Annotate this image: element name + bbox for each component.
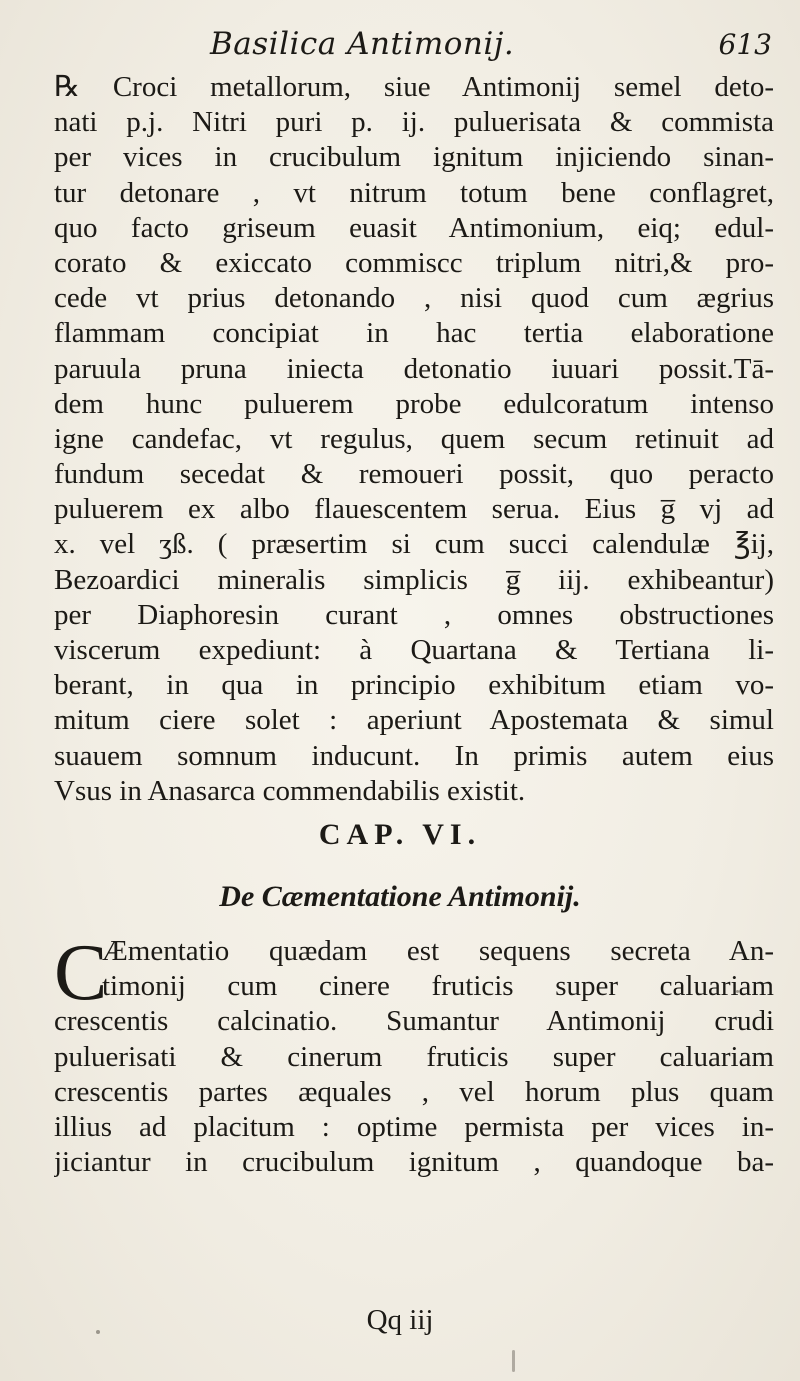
ink-speck [96, 1330, 100, 1334]
text-line: puluerem ex albo flauescentem serua. Eius g̅ vj ad [54, 493, 774, 526]
running-title: Basilica Antimonij. [210, 26, 515, 62]
running-head [0, 14, 800, 62]
text-line: crescentis partes æquales , vel horum plus quam [54, 1075, 774, 1108]
drop-cap: C [54, 929, 108, 1017]
text-line: timonij cum cinere fruticis super caluariam [102, 970, 774, 1003]
text-line: viscerum expediunt: à Quartana & Tertiana li- [54, 634, 774, 666]
chapter-heading: CAP. VI. [318, 818, 482, 851]
text-line: illius ad placitum : optime permista per vices in- [54, 1110, 774, 1143]
signature-mark: Qq iij [366, 1304, 434, 1336]
text-line: corato & exiccato commiscc triplum nitri,& pro- [54, 246, 774, 279]
text-line: flammam concipiat in hac tertia elaboratione [54, 317, 774, 350]
text-line: nati p.j. Nitri puri p. ij. puluerisata & commista [54, 106, 774, 139]
text-line: Æmentatio quædam est sequens secreta An- [102, 935, 774, 967]
text-line: fundum secedat & remoueri possit, quo peracto [54, 458, 774, 491]
text-line: berant, in qua in principio exhibitum etiam vo- [54, 669, 774, 702]
text-line: cede vt prius detonando , nisi quod cum ægrius [54, 282, 774, 315]
text-line: per vices in crucibulum ignitum injiciendo sinan- [54, 141, 774, 174]
text-line: ℞ Croci metallorum, siue Antimonij semel deto- [54, 71, 774, 103]
text-line: Bezoardici mineralis simplicis g̅ iij. exhibeantur) [54, 563, 774, 596]
ink-speck [512, 1350, 515, 1372]
ink-speck [736, 990, 739, 993]
text-line: puluerisati & cinerum fruticis super caluariam [54, 1040, 774, 1073]
text-line: Vsus in Anasarca commendabilis existit. [54, 774, 526, 807]
text-line: mitum ciere solet : aperiunt Apostemata & simul [54, 704, 774, 737]
text-line: jiciantur in crucibulum ignitum , quandoque ba- [54, 1146, 774, 1179]
page-number: 613 [718, 28, 772, 61]
text-line: tur detonare , vt nitrum totum bene conflagret, [54, 176, 774, 209]
text-line: dem hunc puluerem probe edulcoratum intenso [54, 387, 774, 420]
chapter-title: De Cæmentatione Antimonij. [219, 880, 581, 913]
text-line: crescentis calcinatio. Sumantur Antimonij crudi [54, 1005, 774, 1038]
text-line: igne candefac, vt regulus, quem secum retinuit ad [54, 422, 774, 455]
text-line: suauem somnum inducunt. In primis autem eius [54, 739, 774, 772]
text-line: x. vel ʒß. ( præsertim si cum succi calendulæ ℥ij, [54, 528, 774, 561]
text-line: paruula pruna iniecta detonatio iuuari possit.Tā- [54, 352, 774, 385]
paragraph-croci-metallorum [54, 70, 774, 809]
text-line: quo facto griseum euasit Antimonium, eiq; edul- [54, 211, 774, 244]
paragraph-caementatio [54, 929, 774, 1180]
text-line: per Diaphoresin curant , omnes obstructiones [54, 598, 774, 631]
